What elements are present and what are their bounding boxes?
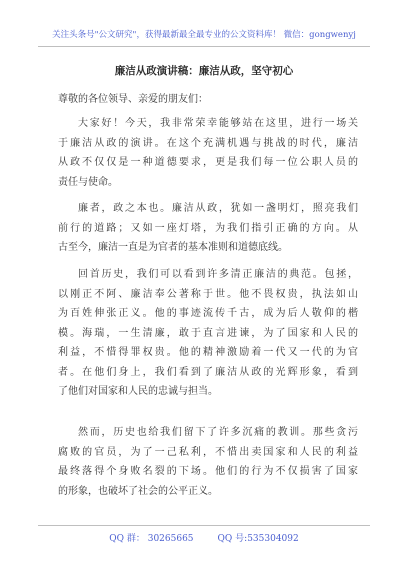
footer-qq-group: QQ 群： 30265665	[109, 534, 194, 544]
paragraph-line: 的形象，也破坏了社会的公平正义。	[58, 485, 218, 497]
paragraph-line: 腐败的官员，为了一己私利，不惜出卖国家和人民的利益	[58, 446, 358, 458]
paragraph-line: 利益，不惜得罪权贵。他的精神激励着一代又一代的为官	[58, 347, 358, 358]
header-promo-note: 关注头条号"公文研究"，获得最新最全最专业的公文资料库！ 微信：gongwenyj	[52, 30, 356, 40]
greeting-line: 尊敬的各位领导、亲爱的朋友们：	[58, 94, 208, 105]
paragraph-line: 以刚正不阿、廉洁奉公著称于世。他不畏权贵，执法如山	[58, 288, 358, 300]
paragraph-line: 于廉洁从政的演讲。在这个充满机遇与挑战的时代，廉洁	[58, 137, 358, 149]
paragraph-line: 为百姓伸张正义。他的事迹流传千古，成为后人敬仰的楷	[58, 308, 358, 319]
paragraph-line: 从政不仅仅是一种道德要求，更是我们每一位公职人员的	[58, 157, 358, 168]
paragraph-line: 模。海瑞，一生清廉，敢于直言进谏，为了国家和人民的	[58, 327, 358, 339]
footer-divider	[38, 525, 370, 526]
paragraph-4	[58, 423, 358, 501]
paragraph-line: 责任与使命。	[58, 176, 118, 188]
document-title: 廉洁从政演讲稿：廉洁从政，坚守初心	[114, 65, 294, 77]
paragraph-line: 前行的道路；又如一座灯塔，为我们指引正确的方向。从	[58, 222, 358, 234]
paragraph-2	[58, 199, 358, 258]
paragraph-line: 了他们对国家和人民的忠诚与担当。	[58, 386, 218, 397]
footer-contact	[0, 531, 408, 544]
paragraph-line: 古至今，廉洁一直是为官者的基本准则和道德底线。	[58, 242, 288, 253]
header-divider	[38, 46, 370, 47]
paragraph-line: 最终落得个身败名裂的下场。他们的行为不仅损害了国家	[58, 466, 358, 477]
paragraph-1	[58, 114, 358, 192]
paragraph-line: 者。在他们身上，我们看到了廉洁从政的光辉形象，看到	[58, 366, 358, 378]
paragraph-3	[58, 265, 358, 402]
paragraph-line: 廉者，政之本也。廉洁从政，犹如一盏明灯，照亮我们	[78, 203, 358, 214]
paragraph-line: 然而，历史也给我们留下了许多沉痛的教训。那些贪污	[78, 427, 358, 438]
paragraph-line: 大家好！今天，我非常荣幸能够站在这里，进行一场关	[78, 118, 358, 129]
paragraph-line: 回首历史，我们可以看到许多清正廉洁的典范。包拯，	[78, 269, 358, 280]
footer-qq-number: QQ 号:535304092	[217, 534, 299, 544]
